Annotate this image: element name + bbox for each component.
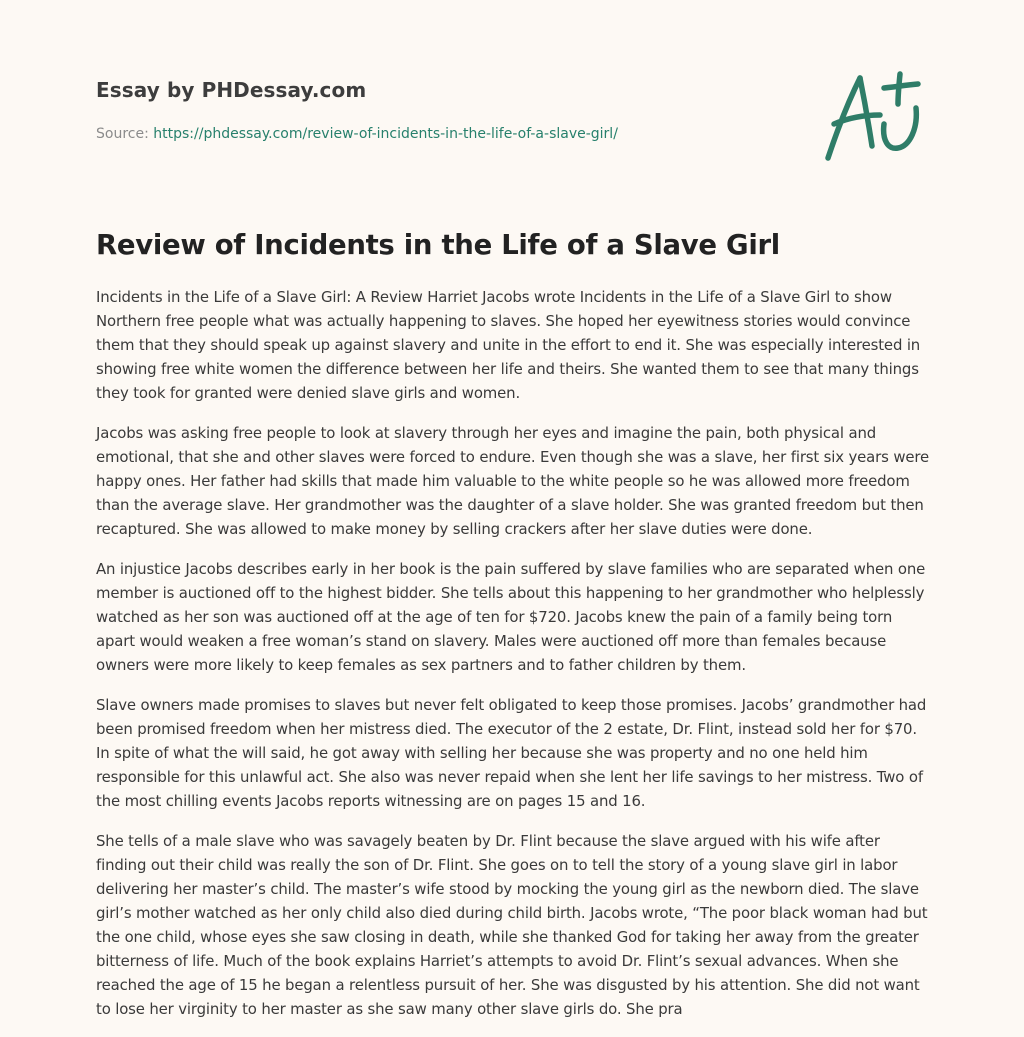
a-plus-logo-icon: [822, 68, 926, 164]
source-line: [96, 124, 796, 144]
source-link[interactable]: https://phdessay.com/review-of-incidents-in-the-life-of-a-slave-girl/: [153, 126, 618, 142]
site-brand: Essay by PHDessay.com: [96, 78, 367, 102]
essay-paragraph: Jacobs was asking free people to look at slavery through her eyes and imagine the pain, both physical and emotional, that she and other slaves were forced to endure. Even though she was a slave, her first six years were happy ones. Her father had skills that made him valuable to the white people so he was allowed more freedom than the average slave. Her grandmother was the daughter of a slave holder. She was granted freedom but then recaptured. She was allowed to make money by selling crackers after her slave duties were done.: [96, 424, 930, 538]
essay-body: [96, 285, 932, 1037]
essay-paragraph: Slave owners made promises to slaves but never felt obligated to keep those promises. Jacobs’ grandmother had been promised freedom when her mistress died. The executor of the 2 estate, Dr. Flint, instead sold her for $70. In spite of what the will said, he got away with selling her because she was property and no one held him responsible for this unlawful act. She also was never repaid when she lent her life savings to her mistress. Two of the most chilling events Jacobs reports witnessing are on pages 15 and 16.: [96, 696, 927, 810]
essay-paragraph: An injustice Jacobs describes early in her book is the pain suffered by slave families who are separated when one member is auctioned off to the highest bidder. She tells about this happening to her grandmother who helplessly watched as her son was auctioned off at the age of ten for $720. Jacobs knew the pain of a family being torn apart would weaken a free woman’s stand on slavery. Males were auctioned off more than females because owners were more likely to keep females as sex partners and to father children by them.: [96, 560, 926, 674]
essay-header: [96, 76, 796, 144]
essay-paragraph: Incidents in the Life of a Slave Girl: A Review Harriet Jacobs wrote Incidents in the Life of a Slave Girl to show Northern free people what was actually happening to slaves. She hoped her eyewitness stories would convince them that they should speak up against slavery and unite in the effort to end it. She was especially interested in showing free white women the difference between her life and theirs. She wanted them to see that many things they took for granted were denied slave girls and women.: [96, 288, 921, 402]
source-label: Source:: [96, 126, 154, 142]
page-title: Review of Incidents in the Life of a Slave Girl: [96, 229, 780, 261]
essay-paragraph: She tells of a male slave who was savagely beaten by Dr. Flint because the slave argued with his wife after finding out their child was really the son of Dr. Flint. She goes on to tell the story of a young slave girl in labor delivering her master’s child. The master’s wife stood by mocking the young girl as the newborn died. The slave girl’s mother watched as her only child also died during child birth. Jacobs wrote, “The poor black woman had but the one child, whose eyes she saw closing in death, while she thanked God for taking her away from the greater bitterness of life. Much of the book explains Harriet’s attempts to avoid Dr. Flint’s sexual advances. When she reached the age of 15 he began a relentless pursuit of her. She was disgusted by his attention. She did not want to lose her virginity to her master as she saw many other slave girls do. She pra: [96, 832, 928, 1018]
